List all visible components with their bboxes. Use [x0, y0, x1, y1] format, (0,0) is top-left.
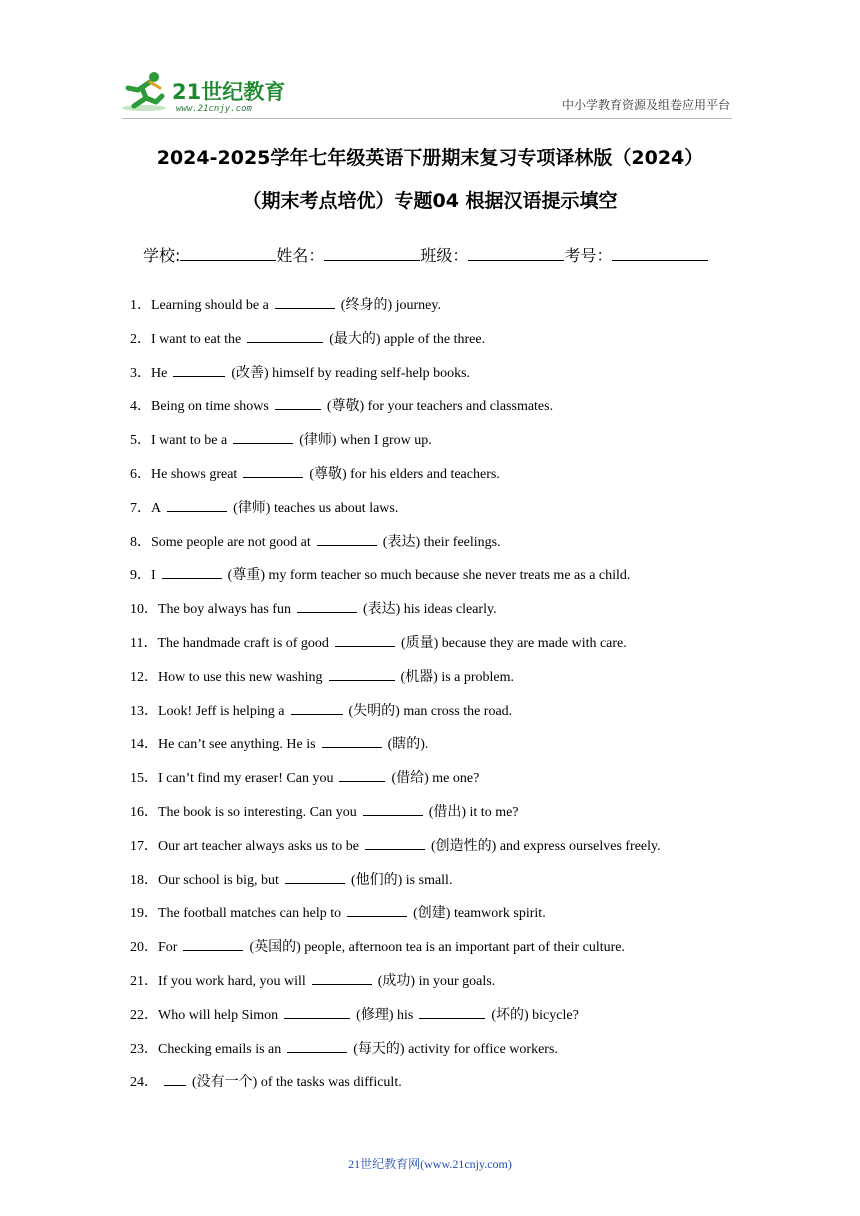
question-text: Our art teacher always asks us to be	[158, 838, 359, 854]
answer-blank[interactable]	[287, 1039, 347, 1053]
question-number: 19．	[130, 906, 158, 922]
page-title: 2024-2025学年七年级英语下册期末复习专项译林版（2024）	[156, 147, 704, 169]
question-number: 3．	[130, 365, 151, 381]
question-item	[130, 464, 750, 498]
answer-blank[interactable]	[164, 1072, 186, 1086]
hint-text: (成功)	[377, 973, 416, 989]
question-number: 10．	[130, 602, 158, 618]
question-item	[130, 1005, 750, 1039]
answer-blank[interactable]	[317, 532, 377, 546]
question-item	[130, 667, 750, 701]
question-text: is small.	[405, 872, 453, 888]
question-item	[130, 599, 750, 633]
hint-text: (创造性的)	[430, 838, 497, 854]
answer-blank[interactable]	[365, 836, 425, 850]
question-text: people, afternoon tea is an important part of their culture.	[304, 940, 625, 956]
hint-text: (终身的)	[340, 298, 393, 313]
question-text: Being on time shows	[151, 399, 269, 415]
answer-blank[interactable]	[419, 1005, 485, 1019]
question-text: bicycle?	[532, 1007, 579, 1023]
answer-blank[interactable]	[284, 1005, 350, 1019]
answer-blank[interactable]	[347, 903, 407, 917]
question-number: 21．	[130, 973, 158, 989]
question-text: He shows great	[151, 466, 238, 482]
question-text: in your goals.	[418, 973, 496, 989]
exam-number-label: 考号：	[564, 246, 613, 265]
question-text: teaches us about laws.	[273, 500, 399, 516]
question-text: How to use this new washing	[158, 669, 323, 685]
hint-text: (机器)	[400, 669, 438, 685]
hint-text: (瞎的).	[387, 737, 429, 753]
question-number: 4．	[130, 399, 151, 415]
question-item	[130, 363, 750, 397]
question-number: 9．	[130, 568, 151, 584]
question-item	[130, 532, 750, 566]
answer-blank[interactable]	[291, 701, 343, 715]
answer-blank[interactable]	[247, 329, 323, 343]
question-text: Who will help Simon	[158, 1007, 279, 1023]
question-text: it to me?	[469, 804, 519, 820]
hint-text: (失明的)	[348, 703, 400, 719]
header-tagline: 中小学教育资源及组卷应用平台	[561, 98, 730, 112]
question-text: If you work hard, you will	[158, 973, 306, 989]
hint-text: (尊重)	[227, 568, 265, 584]
question-text: for his elders and teachers.	[350, 466, 500, 482]
brand-logo	[120, 66, 300, 122]
question-text: and express ourselves freely.	[499, 838, 661, 854]
school-label: 学校:	[143, 246, 181, 265]
answer-blank[interactable]	[297, 599, 357, 613]
exam-number-field[interactable]	[612, 246, 708, 261]
question-text: teamwork spirit.	[453, 906, 546, 922]
question-number: 8．	[130, 534, 151, 550]
hint-text: (律师)	[233, 500, 271, 516]
hint-text: (改善)	[231, 365, 269, 381]
answer-blank[interactable]	[275, 295, 335, 309]
question-text: their feelings.	[423, 534, 501, 550]
answer-blank[interactable]	[275, 396, 321, 410]
question-text: of the tasks was difficult.	[260, 1075, 402, 1091]
question-text: A	[151, 500, 162, 516]
hint-text: (英国的)	[249, 940, 301, 956]
answer-blank[interactable]	[312, 971, 372, 985]
logo-url: www.21cnjy.com	[176, 104, 252, 114]
question-text: me one?	[432, 771, 480, 787]
name-label: 姓名：	[276, 246, 325, 265]
question-number: 16．	[130, 804, 158, 820]
question-text: apple of the three.	[384, 331, 486, 347]
question-number: 17．	[130, 838, 158, 854]
question-text: The football matches can help to	[158, 906, 342, 922]
question-text: The book is so interesting. Can you	[158, 804, 357, 820]
question-item	[130, 329, 750, 363]
question-number: 20．	[130, 940, 158, 956]
question-number: 7．	[130, 500, 151, 516]
question-number: 23．	[130, 1041, 158, 1057]
question-item	[130, 430, 750, 464]
answer-blank[interactable]	[167, 498, 227, 512]
name-field[interactable]	[324, 246, 420, 261]
question-text: Our school is big, but	[158, 872, 279, 888]
hint-text: (借给)	[391, 771, 429, 787]
hint-text: (他们的)	[350, 872, 403, 888]
question-text: for your teachers and classmates.	[367, 399, 554, 415]
answer-blank[interactable]	[243, 464, 303, 478]
question-text: Look! Jeff is helping a	[158, 703, 285, 719]
question-item	[130, 1072, 750, 1106]
question-number: 12．	[130, 669, 158, 685]
answer-blank[interactable]	[335, 633, 395, 647]
question-list	[130, 295, 750, 1106]
question-number: 24．	[130, 1075, 158, 1091]
answer-blank[interactable]	[183, 937, 243, 951]
class-field[interactable]	[468, 246, 564, 261]
logo-text: 21世纪教育	[172, 80, 286, 104]
question-item	[130, 295, 750, 329]
question-item	[130, 903, 750, 937]
question-text: Learning should be a	[151, 298, 269, 313]
question-item	[130, 971, 750, 1005]
question-text: He can’t see anything. He is	[158, 737, 316, 753]
question-item	[130, 802, 750, 836]
question-number: 6．	[130, 466, 151, 482]
hint-text: (借出)	[428, 804, 467, 820]
question-number: 18．	[130, 872, 158, 888]
hint-text: (坏的)	[491, 1007, 529, 1023]
hint-text: (最大的)	[329, 331, 381, 347]
question-number: 14．	[130, 737, 158, 753]
answer-blank[interactable]	[329, 667, 395, 681]
hint-text: (没有一个)	[192, 1075, 258, 1091]
question-item	[130, 734, 750, 768]
hint-text: (表达)	[362, 602, 401, 618]
question-text: The handmade craft is of good	[157, 635, 329, 651]
question-text: man cross the road.	[403, 703, 513, 719]
question-text: is a problem.	[441, 669, 515, 685]
page-footer[interactable]: 21世纪教育网(www.21cnjy.com)	[348, 1157, 512, 1171]
hint-text: (质量)	[400, 635, 439, 651]
hint-text: (律师)	[299, 433, 337, 449]
question-text: my form teacher so much because she never treats me as a child.	[268, 568, 631, 584]
question-item	[130, 768, 750, 802]
question-text: his ideas clearly.	[403, 602, 497, 618]
hint-text: (表达)	[382, 534, 421, 550]
question-number: 11．	[130, 635, 158, 651]
question-text: when I grow up.	[340, 433, 432, 449]
header-divider	[122, 118, 732, 119]
question-item	[130, 633, 750, 667]
question-number: 22．	[130, 1007, 158, 1023]
question-text: I want to be a	[151, 433, 228, 449]
question-number: 15．	[130, 771, 158, 787]
answer-blank[interactable]	[285, 870, 345, 884]
question-text: He	[151, 365, 168, 381]
hint-text: (每天的)	[353, 1041, 405, 1057]
hint-text: (尊敬)	[309, 466, 347, 482]
question-item	[130, 498, 750, 532]
school-field[interactable]	[180, 246, 276, 261]
question-item	[130, 1039, 750, 1073]
answer-blank[interactable]	[322, 734, 382, 748]
question-text: because they are made with care.	[441, 635, 627, 651]
hint-text: (创建)	[413, 906, 451, 922]
question-item	[130, 396, 750, 430]
class-label: 班级：	[420, 246, 469, 265]
question-text: I	[151, 568, 156, 584]
answer-blank[interactable]	[233, 430, 293, 444]
question-item	[130, 565, 750, 599]
answer-blank[interactable]	[363, 802, 423, 816]
question-text: Some people are not good at	[151, 534, 311, 550]
question-text: I can’t find my eraser! Can you	[158, 771, 334, 787]
question-item	[130, 870, 750, 904]
question-number: 1．	[130, 298, 151, 313]
answer-blank[interactable]	[339, 768, 385, 782]
question-number: 2．	[130, 331, 151, 347]
question-text: himself by reading self-help books.	[272, 365, 471, 381]
answer-blank[interactable]	[162, 565, 222, 579]
question-text: journey.	[395, 298, 441, 313]
question-text: I want to eat the	[151, 331, 242, 347]
question-text: The boy always has fun	[158, 602, 291, 618]
page-header	[0, 0, 860, 128]
answer-blank[interactable]	[173, 363, 225, 377]
question-text: activity for office workers.	[408, 1041, 558, 1057]
hint-text: (修理) his	[356, 1007, 414, 1023]
question-text: Checking emails is an	[158, 1041, 282, 1057]
question-number: 5．	[130, 433, 151, 449]
question-number: 13．	[130, 703, 158, 719]
question-item	[130, 701, 750, 735]
student-info-line	[143, 243, 708, 266]
runner-icon	[120, 70, 170, 114]
question-item	[130, 836, 750, 870]
page-subtitle: （期末考点培优）专题04 根据汉语提示填空	[242, 190, 618, 212]
question-item	[130, 937, 750, 971]
hint-text: (尊敬)	[326, 399, 365, 415]
question-text: For	[158, 940, 178, 956]
